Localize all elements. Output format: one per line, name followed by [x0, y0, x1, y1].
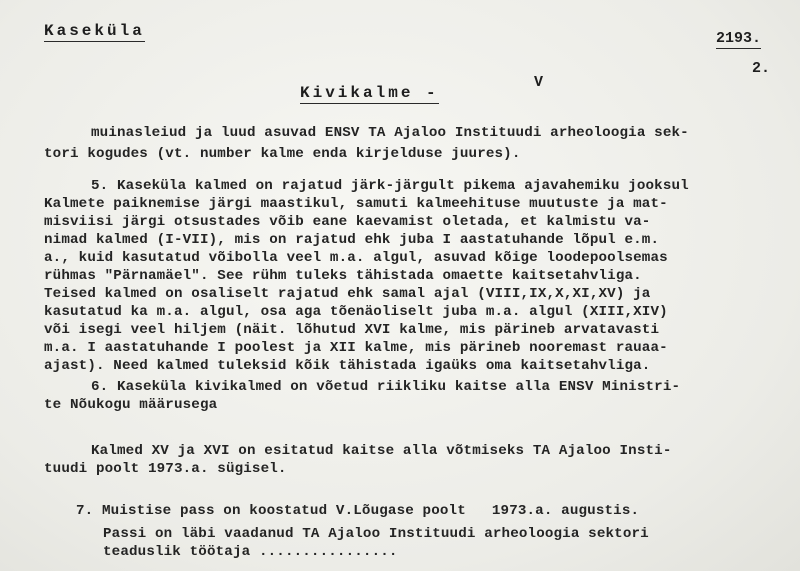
- text-line: teaduslik töötaja ................: [103, 544, 398, 560]
- text-line: tori kogudes (vt. number kalme enda kirjelduse juures).: [44, 146, 521, 162]
- title-suffix: V: [534, 74, 544, 91]
- text-line: kasutatud ka m.a. algul, osa aga tõenäoliselt juba m.a. algul (XIII,XIV): [44, 304, 668, 320]
- text-line: a., kuid kasutatud võibolla veel m.a. algul, asuvad kõige loodepoolsemas: [44, 250, 668, 266]
- text-line: 7. Muistise pass on koostatud V.Lõugase poolt 1973.a. augustis.: [76, 503, 640, 519]
- text-line: rühmas "Pärnamäel". See rühm tuleks tähistada omaette kaitsetahvliga.: [44, 268, 642, 284]
- place-name: Kaseküla: [44, 22, 145, 40]
- text-line: Kalmete paiknemise järgi maastikul, samuti kalmeehituse muutuste ja mat-: [44, 196, 668, 212]
- text-line: muinasleiud ja luud asuvad ENSV TA Ajaloo Instituudi arheoloogia sek-: [91, 125, 689, 141]
- text-line: 5. Kaseküla kalmed on rajatud järk-järgult pikema ajavahemiku jooksul: [91, 178, 689, 194]
- text-line: ajast). Need kalmed tuleksid kõik tähistada igaüks oma kaitsetahvliga.: [44, 358, 651, 374]
- text-line: te Nõukogu määrusega: [44, 397, 218, 413]
- text-line: misviisi järgi otsustades võib eane kaevamist oletada, et kalmistu va-: [44, 214, 651, 230]
- text-line: nimad kalmed (I-VII), mis on rajatud ehk juba I aastatuhande lõpul e.m.: [44, 232, 660, 248]
- page-number: 2.: [752, 60, 771, 77]
- text-line: Teised kalmed on osaliselt rajatud ehk samal ajal (VIII,IX,X,XI,XV) ja: [44, 286, 651, 302]
- record-number: 2193.: [716, 30, 762, 47]
- text-line: Kalmed XV ja XVI on esitatud kaitse alla võtmiseks TA Ajaloo Insti-: [91, 443, 672, 459]
- document-title: Kivikalme -: [300, 84, 439, 102]
- text-line: 6. Kaseküla kivikalmed on võetud riikliku kaitse alla ENSV Ministri-: [91, 379, 681, 395]
- text-line: tuudi poolt 1973.a. sügisel.: [44, 461, 287, 477]
- text-line: või isegi veel hiljem (näit. lõhutud XVI kalme, mis pärineb arvatavasti: [44, 322, 660, 338]
- text-line: m.a. I aastatuhande I poolest ja XII kalme, mis pärineb nooremast rauaa-: [44, 340, 668, 356]
- text-line: Passi on läbi vaadanud TA Ajaloo Instituudi arheoloogia sektori: [103, 526, 649, 542]
